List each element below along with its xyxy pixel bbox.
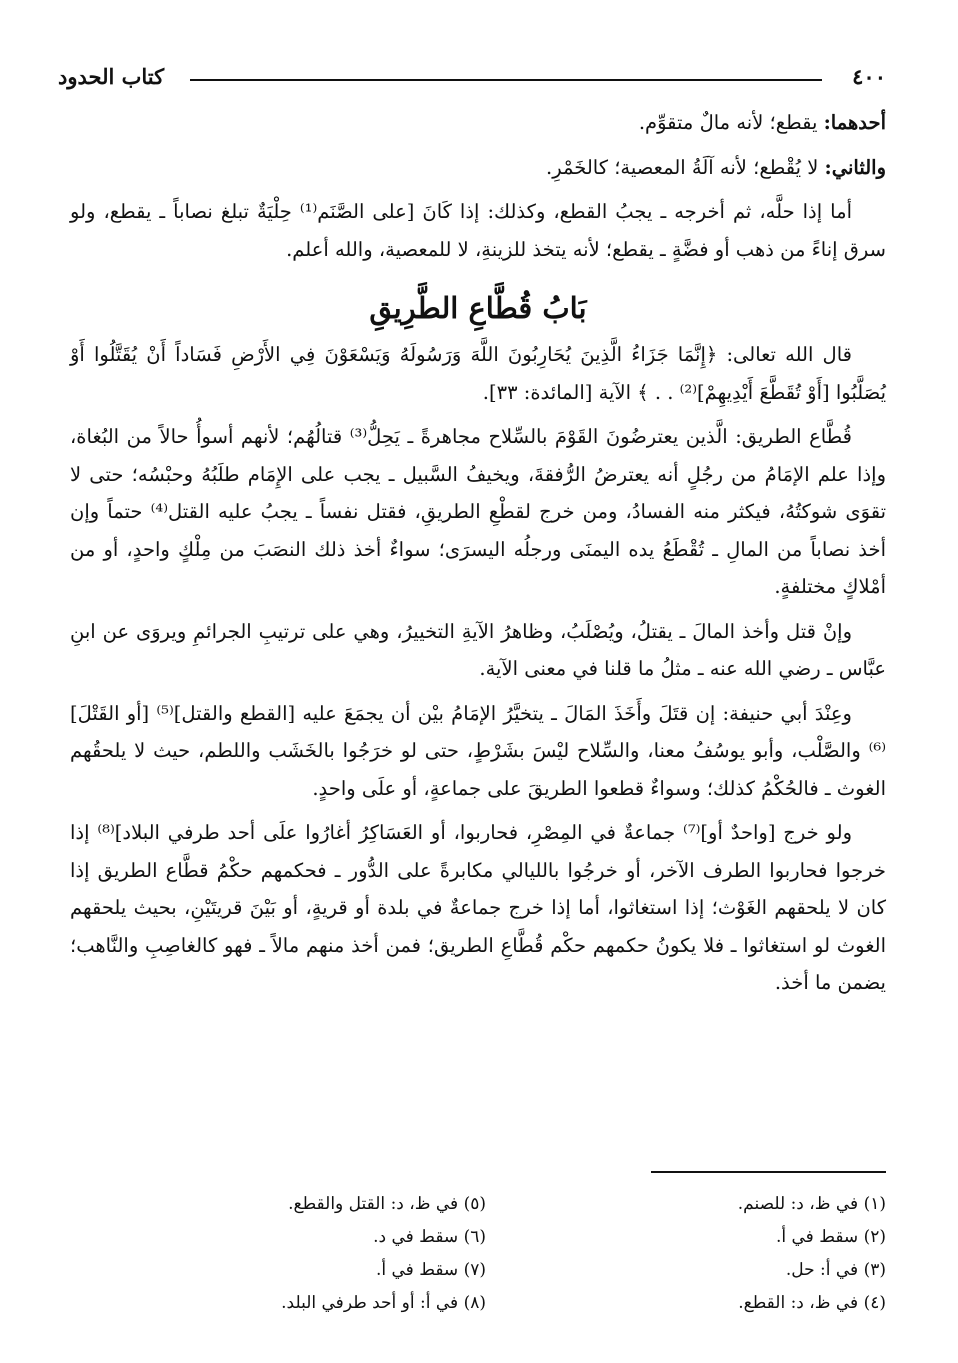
- footnote: (٢) سقط في أ.: [775, 1227, 886, 1247]
- paragraph-second-opinion: [70, 149, 886, 187]
- footnote-column-2: [56, 1188, 486, 1320]
- paragraph: أما إذا حلَّه، ثم أخرجه ـ يجبُ القطع، وكذلك: إذا كَانَ [على الصَّنَم⁽¹⁾ حِلْيَةٌ تبلغ نصاباً ـ يقطع، ولو سرق إناءً من ذهب أو فضَّةٍ ـ يقطع؛ لأنه يتخذ للزينةِ، لا للمعصية، والله أعلم.: [70, 200, 886, 261]
- paragraph: قُطَّاع الطريق: الَّذين يعترضُونَ القَوْمَ بالسِّلاح مجاهرةً ـ يَحِلُّ⁽³⁾ قتالُهُم؛ لأنهم أسوأُ حالاً من البُغاة، وإذا علم الإمَامُ من رجُلٍ أنه يعترضُ الرُّفقةَ، ويخيفُ السَّبيل ـ يجب على الإِمَام طلَبُهُ وحبْسُه؛ حتى لا تقوَى شوكتُهُ، فيكثر منه الفسادُ، ومن خرج لقطْعِ الطريقِ، فقتل نفساً ـ يجبُ عليه القتل⁽⁴⁾ حتماً وإن أخذ نصاباً من المالِ ـ تُقْطَعُ يده اليمنَى ورجلُه اليسرَى؛ سواءٌ أخذ ذلك النصَبَ من مِلْكٍ واحدٍ، أو من أمْلاكٍ مختلفةٍ.: [70, 425, 887, 598]
- lead-word: والثاني:: [824, 155, 886, 179]
- page-number: ٤٠٠: [852, 64, 886, 89]
- footnote: (٨) في أ: أو أحد طرفي البلد.: [281, 1293, 486, 1313]
- footnote-rule: [651, 1171, 886, 1173]
- footnotes: [60, 1188, 886, 1328]
- paragraph-text: لا يُقْطع؛ لأنه آلَةُ المعصية؛ كالخَمْرِ.: [546, 155, 825, 179]
- footnote: (٥) في ظ، د: القتل والقطع.: [288, 1194, 486, 1214]
- main-text: [70, 104, 886, 1009]
- paragraph-first-opinion: [70, 104, 886, 142]
- footnote: (٤) في ظ، د: القطع.: [738, 1293, 886, 1313]
- paragraph: ولو خرج [واحدٌ أو]⁽⁷⁾ جماعةٌ في المِصْرِ، فحاربوا، أو العَسَاكِرُ أغارُوا علَى أحد طرفي البلاد]⁽⁸⁾ إذا خرجوا فحاربوا الطرف الآخر، أو خرجُوا بالليالي مكابرةً على الدُّور ـ فحكمهم حكْمُ قطَّاع الطريق إذا كان لا يلحقهم الغَوْث؛ إذا استغاثوا، أما إذا خرج جماعةٌ في بلدة أو قريةٍ، أو بَيْنَ قريتَيْنِ، بحيث يلحقهم الغوث لو استغاثوا ـ فلا يكونُ حكمهم حكْم قُطَّاعِ الطريق؛ فمن أخذ منهم مالاً ـ فهو كالغاصِبِ والنَّاهب؛ يضمن ما أخذ.: [70, 821, 886, 994]
- lead-word: أحدهما:: [823, 111, 886, 134]
- footnote: (٧) سقط في أ.: [375, 1260, 486, 1280]
- running-header: [58, 62, 886, 96]
- footnote: (٣) في أ: حل.: [785, 1260, 886, 1280]
- paragraph: وعِنْدَ أبي حنيفة: إن قتَلَ وأَخَذَ المَالَ ـ يتخيَّرُ الإمَامُ بيْن أن يجمَعَ عليه [القطع والقتل]⁽⁵⁾ [أو القَتْلَ]⁽⁶⁾ والصَّلْب، وأبو يوسُفُ معنا، والسِّلاح ليْسَ بشَرْطٍ، حتى لو خرَجُوا بالخَشَب واللطم، حيث لا يلحقُهم الغوث ـ فالحُكْمُ كذلك؛ وسواءٌ قطعوا الطريقَ على جماعةٍ، أو علَى واحدٍ.: [70, 701, 886, 800]
- running-title: كتاب الحدود: [58, 64, 165, 89]
- paragraph-quran-verse: قال الله تعالى: ﴿إِنَّمَا جَزَاءُ الَّذِينَ يُحَارِبُونَ اللَّهَ وَرَسُولَهُ وَيَسْعَوْنَ فِي الأَرْضِ فَسَاداً أَنْ يُقَتَّلُوا أَوْ يُصَلَّبُوا [أَوْ تُقَطَّعَ أَيْدِيهِمْ]⁽²⁾ . . ﴾ الآية [المائدة: ٣٣].: [70, 343, 886, 404]
- paragraph-text: يقطع؛ لأنه مالٌ متقوِّم.: [638, 111, 824, 134]
- footnote: (٦) سقط في د.: [373, 1227, 486, 1247]
- paragraph: وإنْ قتل وأخذ المالَ ـ يقتلُ، ويُصْلَبُ، وظاهرُ الآيةِ التخييرُ، وهي على ترتيبِ الجرائمِ ويروَى عن ابنِ عبَّاس ـ رضي الله عنه ـ مثلُ ما قلنا في معنى الآية.: [70, 619, 886, 680]
- header-rule: [190, 79, 822, 81]
- footnote: (١) في ظ، د: للصنم.: [737, 1194, 886, 1214]
- footnote-column-1: [456, 1188, 886, 1320]
- chapter-title: بَابُ قُطَّاعِ الطَّرِيقِ: [369, 291, 587, 325]
